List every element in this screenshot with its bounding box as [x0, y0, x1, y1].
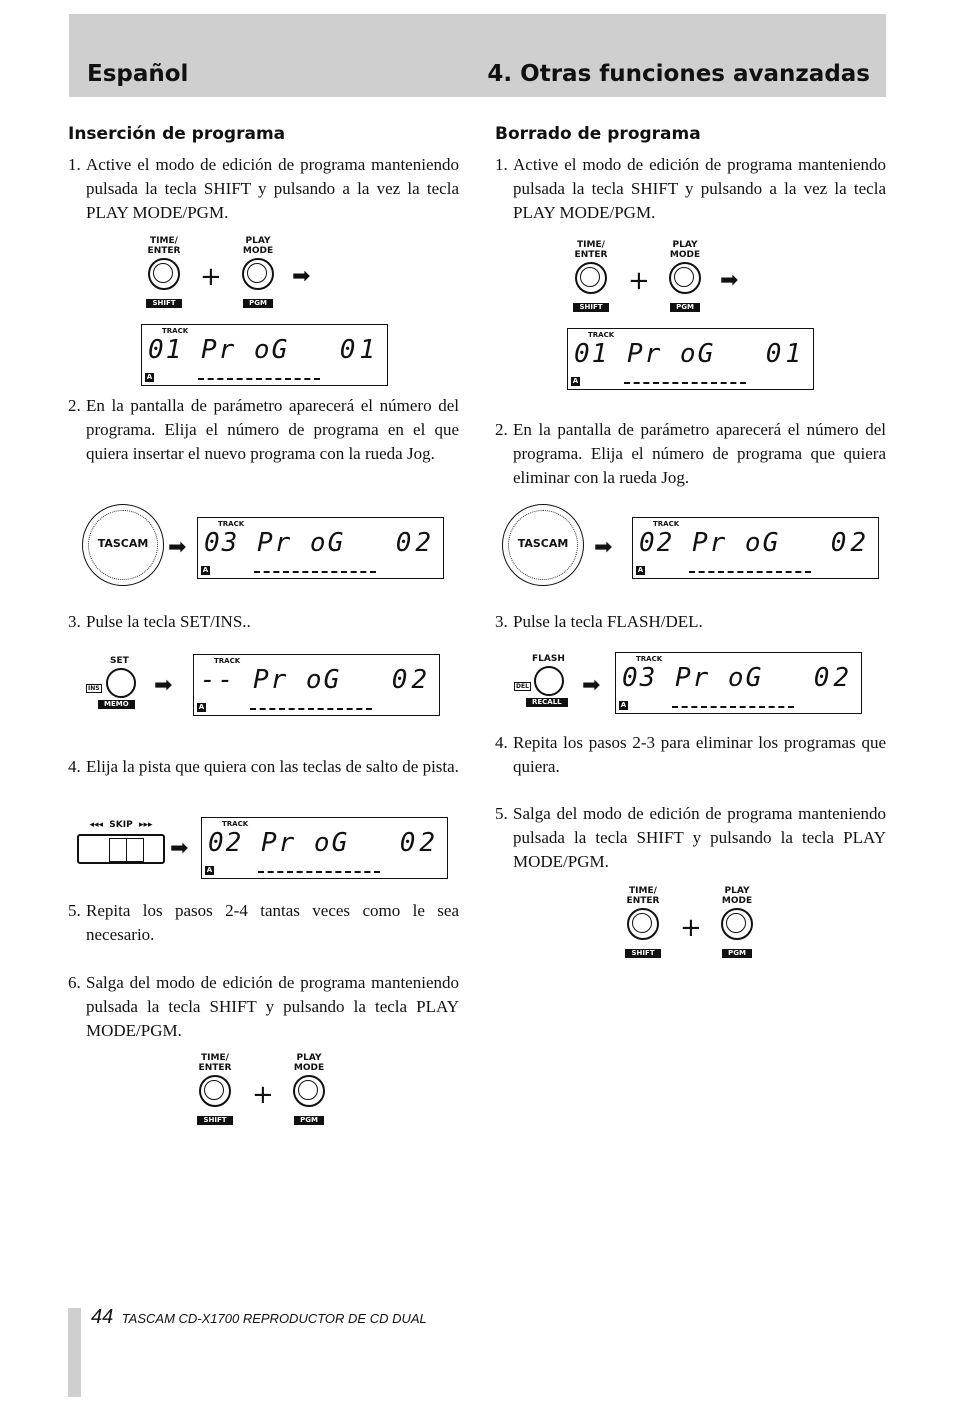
- step-text: Active el modo de edición de programa manteniendo pulsada la tecla SHIFT y pulsando a la vez la tecla PLAY MODE/PGM.: [86, 155, 459, 222]
- arrow-icon: ➡: [720, 268, 739, 293]
- delete-step-4: 4. Repita los pasos 2-3 para eliminar los programas que quiera.: [495, 733, 886, 776]
- arrow-icon: ➡: [582, 673, 601, 698]
- play-mode-key: PLAY MODE PGM: [669, 240, 701, 311]
- delete-step-2: 2. En la pantalla de parámetro aparecerá el número del programa. Elija el número de programa que quiera eliminar con la rueda Jog.: [495, 420, 886, 487]
- insert-step-5: 5. Repita los pasos 2-4 tantas veces como le sea necesario.: [68, 901, 459, 944]
- arrow-icon: ➡: [154, 673, 173, 698]
- lcd-display: TRACK 03 Pr oG 02 A: [197, 517, 444, 579]
- chapter-title: 4. Otras funciones avanzadas: [487, 61, 870, 87]
- lcd-display: TRACK -- Pr oG 02 A: [193, 654, 440, 716]
- language-title: Español: [87, 61, 189, 87]
- step-number: 1.: [68, 155, 81, 174]
- play-mode-key: PLAY MODE PGM: [242, 236, 274, 307]
- play-mode-key: PLAY MODE PGM: [721, 886, 753, 957]
- plus-sign: +: [680, 913, 702, 943]
- page-footer: [91, 1306, 427, 1329]
- footer-title: TASCAM CD-X1700 REPRODUCTOR DE CD DUAL: [121, 1311, 427, 1326]
- page-number: 44: [91, 1306, 114, 1328]
- insert-step-3: 3. Pulse la tecla SET/INS..: [68, 612, 251, 631]
- time-enter-key: TIME/ ENTER SHIFT: [574, 240, 608, 311]
- delete-step-5: 5. Salga del modo de edición de programa manteniendo pulsada la tecla SHIFT y pulsando la tecla PLAY MODE/PGM.: [495, 804, 886, 871]
- play-mode-key: PLAY MODE PGM: [293, 1053, 325, 1124]
- footer-bar: [68, 1308, 81, 1397]
- lcd-display: TRACK 02 Pr oG 02 A: [201, 817, 448, 879]
- delete-step-3: 3. Pulse la tecla FLASH/DEL.: [495, 612, 703, 631]
- time-enter-key: TIME/ ENTER SHIFT: [198, 1053, 232, 1124]
- jog-wheel-icon: TASCAM: [502, 504, 584, 586]
- arrow-icon: ➡: [594, 535, 613, 560]
- time-enter-key: TIME/ ENTER SHIFT: [147, 236, 181, 307]
- arrow-icon: ➡: [170, 836, 189, 861]
- insert-step-4: 4. Elija la pista que quiera con las teclas de salto de pista.: [68, 757, 459, 776]
- insert-step-1: [68, 153, 459, 225]
- lcd-display: TRACK 01 Pr oG 01 A: [141, 324, 388, 386]
- insert-step-2: 2. En la pantalla de parámetro aparecerá el número del programa. Elija el número de programa en el que quiera insertar el nuevo programa con la rueda Jog.: [68, 396, 459, 463]
- arrow-icon: ➡: [292, 264, 311, 289]
- lcd-display: TRACK 02 Pr oG 02 A: [632, 517, 879, 579]
- arrow-icon: ➡: [168, 535, 187, 560]
- delete-step-1: 1. Active el modo de edición de programa manteniendo pulsada la tecla SHIFT y pulsando a la vez la tecla PLAY MODE/PGM.: [495, 155, 886, 222]
- plus-sign: +: [628, 266, 650, 296]
- time-enter-key: TIME/ ENTER SHIFT: [626, 886, 660, 957]
- page-header: [69, 14, 886, 97]
- insert-step-6: 6. Salga del modo de edición de programa manteniendo pulsada la tecla SHIFT y pulsando la tecla PLAY MODE/PGM.: [68, 973, 459, 1040]
- plus-sign: +: [252, 1080, 274, 1110]
- section-title-insert: Inserción de programa: [68, 124, 286, 144]
- plus-sign: +: [200, 262, 222, 292]
- lcd-display: TRACK 03 Pr oG 02 A: [615, 652, 862, 714]
- jog-wheel-icon: TASCAM: [82, 504, 164, 586]
- section-title-delete: Borrado de programa: [495, 124, 701, 144]
- lcd-display: TRACK 01 Pr oG 01 A: [567, 328, 814, 390]
